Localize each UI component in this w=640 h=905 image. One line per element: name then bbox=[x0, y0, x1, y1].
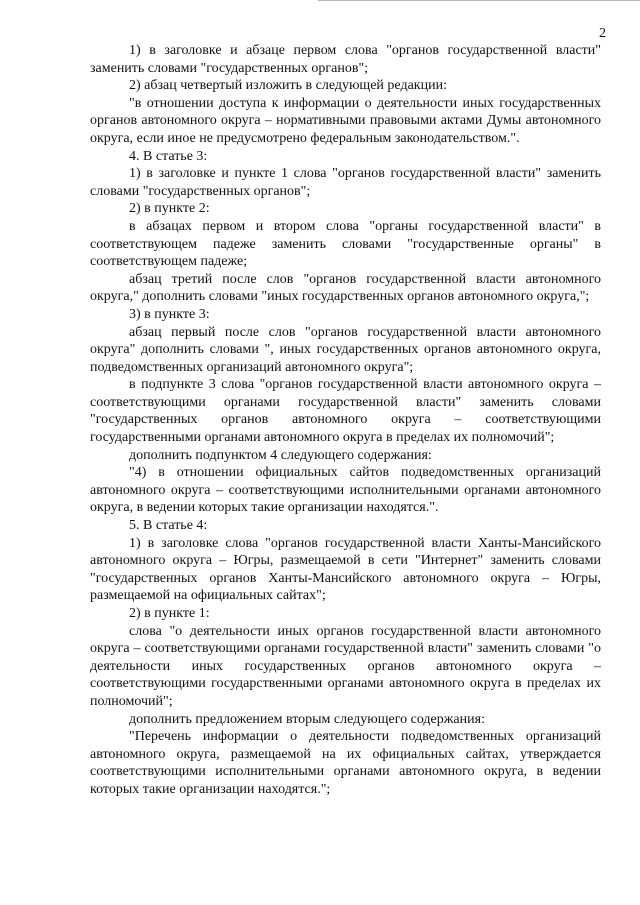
paragraph-8: абзац третий после слов "органов государственной власти автономного округа," дополнить словами "иных государственных органов автономного округа,"; bbox=[90, 271, 601, 305]
paragraph-1: 1) в заголовке и абзаце первом слова "органов государственной власти" заменить словами "государственных органов"; bbox=[90, 43, 601, 76]
document-body bbox=[90, 42, 601, 799]
page-number: 2 bbox=[599, 26, 606, 41]
paragraph-11: в подпункте 3 слова "органов государственной власти автономного округа – соответствующими органами государственной власти" заменить словами "государственных органов автономного округа – соответствующими государственными органами автономного округа в пределах их полномочий"; bbox=[90, 377, 601, 446]
paragraph-12: дополнить подпунктом 4 следующего содержания: bbox=[129, 447, 432, 463]
paragraph-3: "в отношении доступа к информации о деятельности иных государственных органов автономного округа – нормативными правовыми актами Думы автономного округа, если иное не предусмотрено федеральным законодательством.". bbox=[90, 95, 601, 146]
paragraph-4: 4. В статье 3: bbox=[129, 148, 208, 164]
paragraph-7: в абзацах первом и втором слова "органы государственной власти" в соответствующем падеже заменить словами "государственные органы" в соответствующем падеже; bbox=[90, 218, 601, 270]
top-edge-rule bbox=[318, 0, 640, 1]
paragraph-16: 2) в пункте 1: bbox=[129, 606, 210, 621]
paragraph-19: "Перечень информации о деятельности подведомственных организаций автономного округа, размещаемой на их официальных сайтах, утверждается соответствующими исполнительными органами автономного округа, в ведении которых такие организации находятся."; bbox=[90, 729, 601, 797]
paragraph-10: абзац первый после слов "органов государственной власти автономного округа" дополнить словами ", иных государственных органов автономного округа, подведомственных организаций автономного округа"; bbox=[90, 324, 601, 375]
paragraph-13: "4) в отношении официальных сайтов подведомственных организаций автономного округа – соответствующими исполнительными органами автономного округа, в ведении которых такие организации находятся.". bbox=[90, 465, 601, 516]
paragraph-15: 1) в заголовке слова "органов государственной власти Ханты-Мансийского автономного округа – Югры, размещаемой в сети "Интернет" заменить словами "государственных органов Ханты-Мансийского автономного округа – Югры, размещаемой на официальных сайтах"; bbox=[90, 535, 601, 604]
paragraph-6: 2) в пункте 2: bbox=[129, 201, 210, 217]
paragraph-14: 5. В статье 4: bbox=[129, 518, 208, 534]
paragraph-17: слова "о деятельности иных органов государственной власти автономного округа – соответствующими органами государственной власти" заменить словами "о деятельности иных государственных органов автономного округа – соответствующими государственными органами автономного округа в пределах их полномочий"; bbox=[90, 623, 601, 709]
paragraph-5: 1) в заголовке и пункте 1 слова "органов государственной власти" заменить словами "государственных органов"; bbox=[90, 166, 601, 199]
paragraph-9: 3) в пункте 3: bbox=[129, 306, 210, 322]
paragraph-18: дополнить предложением вторым следующего содержания: bbox=[129, 711, 485, 727]
paragraph-2: 2) абзац четвертый изложить в следующей редакции: bbox=[129, 78, 447, 94]
